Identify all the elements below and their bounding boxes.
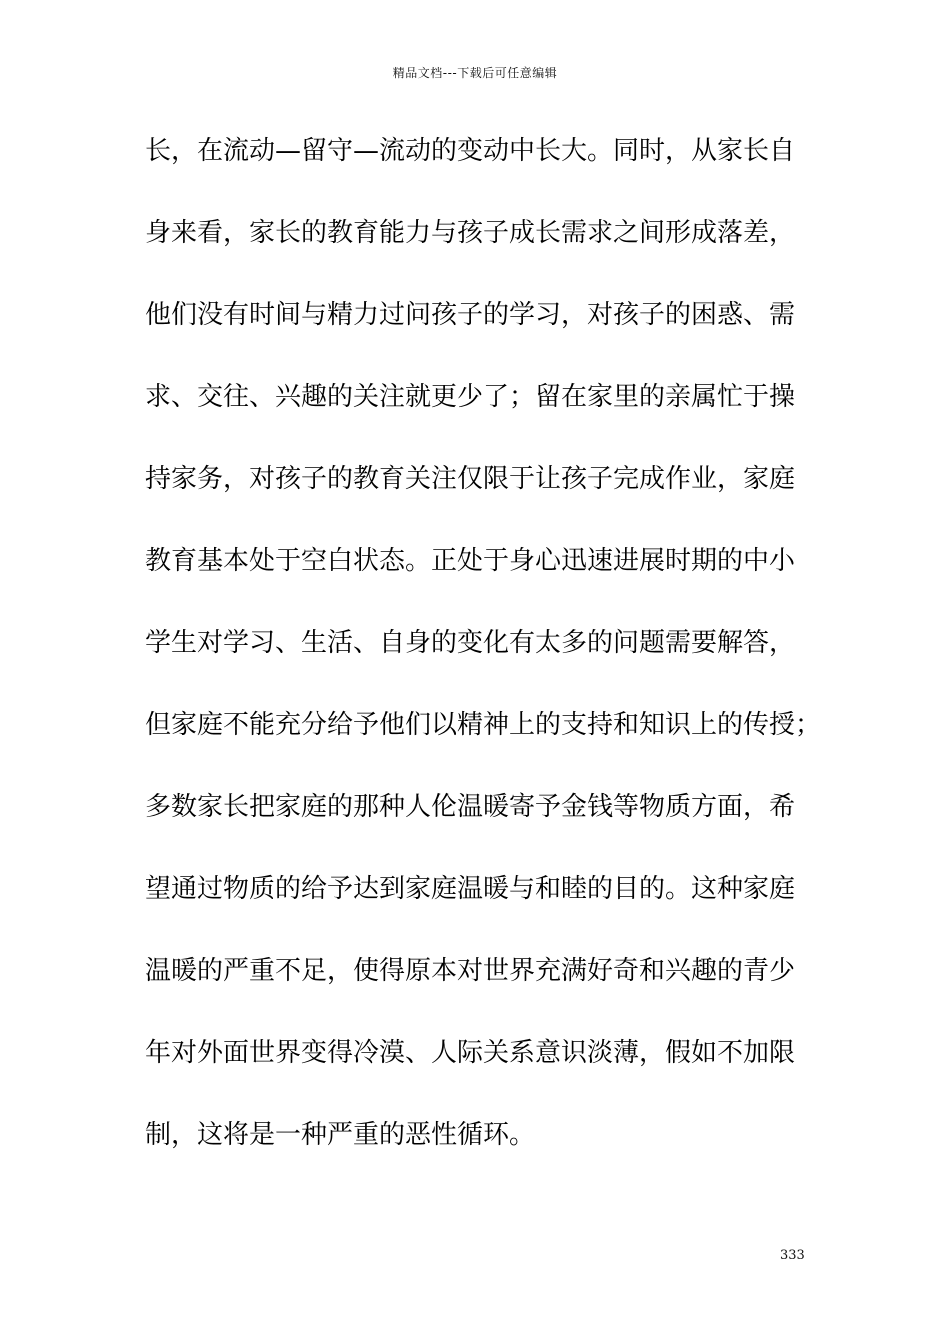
text-line: 学生对学习、生活、自身的变化有太多的问题需要解答， <box>145 628 796 658</box>
text-line: 望通过物质的给予达到家庭温暖与和睦的目的。这种家庭 <box>145 874 796 904</box>
text-line: 制，这将是一种严重的恶性循环。 <box>145 1120 536 1150</box>
text-line: 身来看，家长的教育能力与孩子成长需求之间形成落差， <box>145 218 796 248</box>
text-line: 多数家长把家庭的那种人伦温暖寄予金钱等物质方面，希 <box>145 792 796 822</box>
text-line: 他们没有时间与精力过问孩子的学习，对孩子的困惑、需 <box>145 300 796 330</box>
text-line: 求、交往、兴趣的关注就更少了；留在家里的亲属忙于操 <box>145 382 796 412</box>
body-paragraph <box>145 122 825 1188</box>
text-line: 长，在流动—留守—流动的变动中长大。同时，从家长自 <box>145 136 796 166</box>
text-line: 年对外面世界变得冷漠、人际关系意识淡薄，假如不加限 <box>145 1038 796 1068</box>
page-header: 精品文档---下载后可任意编辑 <box>392 66 558 80</box>
text-line: 持家务，对孩子的教育关注仅限于让孩子完成作业，家庭 <box>145 464 796 494</box>
text-line: 温暖的严重不足，使得原本对世界充满好奇和兴趣的青少 <box>145 956 796 986</box>
text-line: 教育基本处于空白状态。正处于身心迅速进展时期的中小 <box>145 546 796 576</box>
text-line: 但家庭不能充分给予他们以精神上的支持和知识上的传授； <box>145 710 822 740</box>
page-number: 333 <box>780 1248 805 1263</box>
